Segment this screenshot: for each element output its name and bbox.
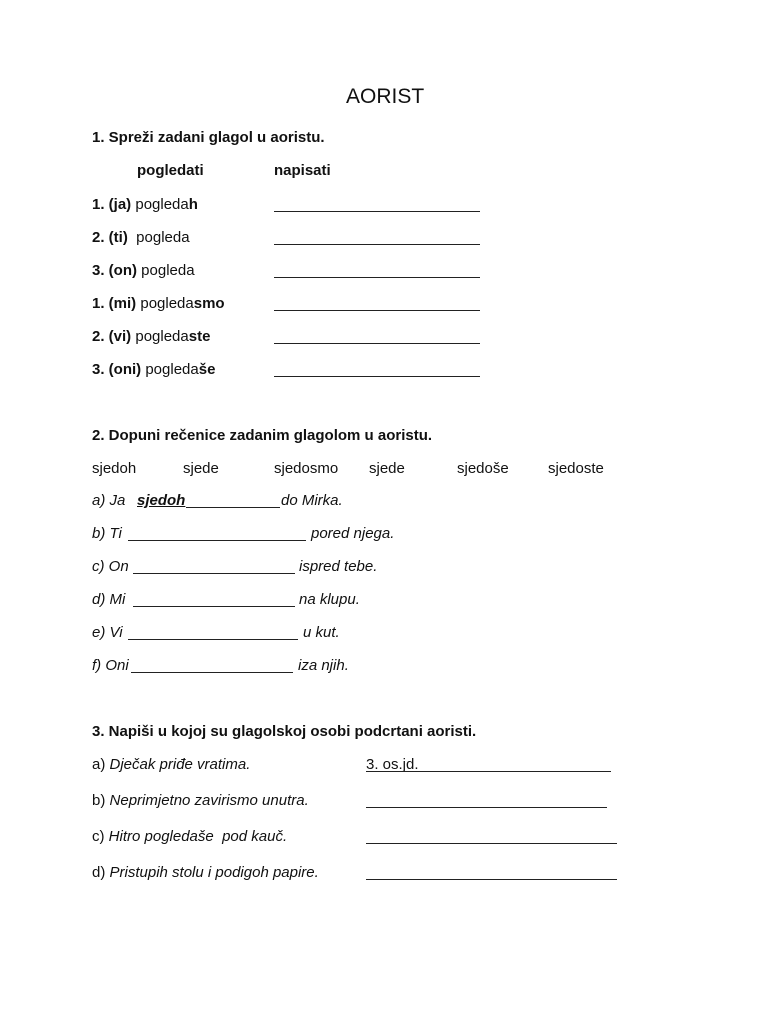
conjugation-row: 3. (on) pogleda — [92, 262, 195, 279]
page-title: AORIST — [346, 85, 425, 108]
sentence-prefix: a) Ja — [92, 492, 126, 509]
sentence-prefix: e) Vi — [92, 624, 123, 641]
section1-heading: 1. Spreži zadani glagol u aoristu. — [92, 129, 325, 146]
conjugation-row: 2. (vi) pogledaste — [92, 328, 211, 345]
option-word: sjedoste — [548, 460, 604, 477]
column-header-napisati: napisati — [274, 162, 331, 179]
option-word: sjedoh — [92, 460, 137, 477]
sentence-prefix: d) Mi — [92, 591, 126, 608]
sentence-suffix: u kut. — [303, 624, 340, 641]
sentence-prefix: c) On — [92, 558, 129, 575]
answer-blank-f[interactable] — [131, 672, 293, 673]
section2-heading: 2. Dopuni rečenice zadanim glagolom u aoristu. — [92, 427, 433, 444]
filled-answer: 3. os.jd. — [366, 756, 419, 773]
answer-blank-c[interactable] — [133, 573, 295, 574]
sentence-suffix: ispred tebe. — [299, 558, 378, 575]
option-word: sjedosmo — [274, 460, 339, 477]
sentence-suffix: na klupu. — [299, 591, 360, 608]
option-word: sjedoše — [457, 460, 509, 477]
sentence-suffix: pored njega. — [311, 525, 395, 542]
answer-blank-a[interactable] — [186, 507, 280, 508]
option-word: sjede — [369, 460, 405, 477]
answer-blank-napisati-1[interactable] — [274, 211, 480, 212]
answer-blank-3b[interactable] — [366, 807, 607, 808]
exercise-item: a) Dječak priđe vratima. — [92, 756, 251, 773]
sentence-prefix: b) Ti — [92, 525, 122, 542]
answer-blank-b[interactable] — [128, 540, 306, 541]
conjugation-row: 3. (oni) pogledaše — [92, 361, 216, 378]
section3-heading: 3. Napiši u kojoj su glagolskoj osobi podcrtani aoristi. — [92, 723, 477, 740]
answer-blank-e[interactable] — [128, 639, 298, 640]
exercise-item: b) Neprimjetno zavirismo unutra. — [92, 792, 309, 809]
answer-blank-napisati-5[interactable] — [274, 343, 480, 344]
sentence-suffix: iza njih. — [298, 657, 349, 674]
sentence-suffix: do Mirka. — [281, 492, 343, 509]
answer-blank-napisati-2[interactable] — [274, 244, 480, 245]
conjugation-row: 1. (ja) pogledah — [92, 196, 198, 213]
conjugation-row: 2. (ti) pogleda — [92, 229, 190, 246]
answer-blank-napisati-3[interactable] — [274, 277, 480, 278]
answer-blank-3d[interactable] — [366, 879, 617, 880]
answer-blank-3a[interactable] — [366, 771, 611, 772]
column-header-pogledati: pogledati — [137, 162, 204, 179]
option-word: sjede — [183, 460, 219, 477]
exercise-item: c) Hitro pogledaše pod kauč. — [92, 828, 288, 845]
filled-answer: sjedoh — [137, 492, 186, 509]
conjugation-row: 1. (mi) pogledasmo — [92, 295, 225, 312]
answer-blank-3c[interactable] — [366, 843, 617, 844]
answer-blank-napisati-4[interactable] — [274, 310, 480, 311]
sentence-prefix: f) Oni — [92, 657, 129, 674]
exercise-item: d) Pristupih stolu i podigoh papire. — [92, 864, 319, 881]
answer-blank-d[interactable] — [133, 606, 295, 607]
answer-blank-napisati-6[interactable] — [274, 376, 480, 377]
